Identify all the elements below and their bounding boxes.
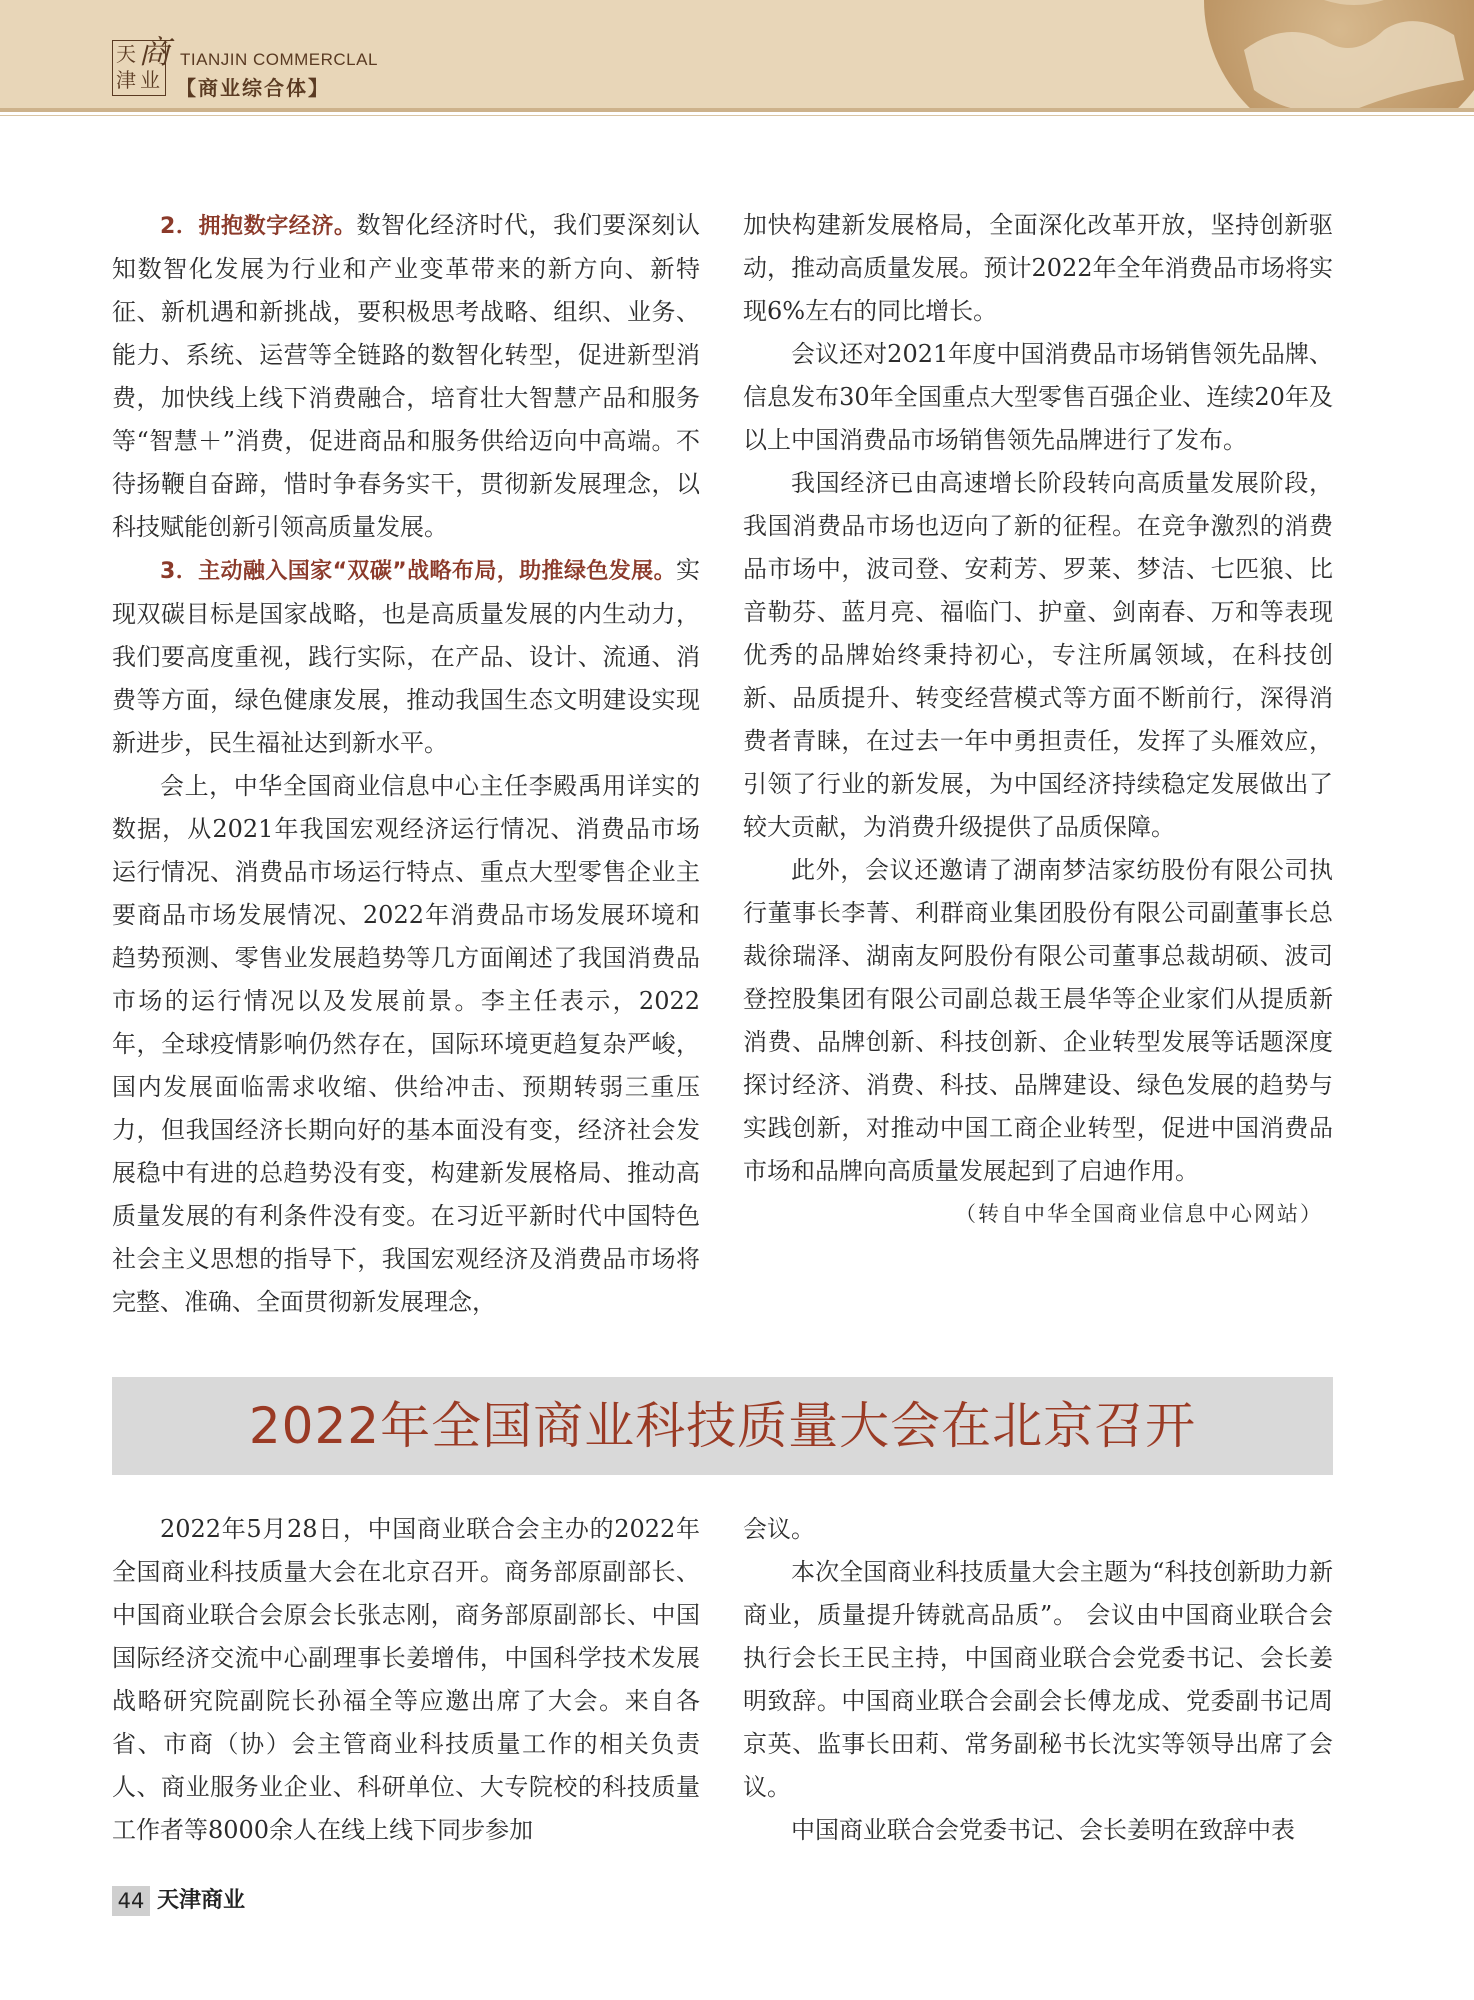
- article1-left-column: [112, 204, 700, 1324]
- logo-char: 业: [140, 68, 160, 92]
- paragraph: 此外，会议还邀请了湖南梦洁家纺股份有限公司执行董事长李菁、利群商业集团股份有限公司副董事长总裁徐瑞泽、湖南友阿股份有限公司董事总裁胡硕、波司登控股集团有限公司副总裁王晨华等企业家们从提质新消费、品牌创新、科技创新、企业转型发展等话题深度探讨经济、消费、科技、品牌建设、绿色发展的趋势与实践创新，对推动中国工商企业转型，促进中国消费品市场和品牌向高质量发展起到了启迪作用。: [743, 856, 1333, 1185]
- header-divider-thin: [0, 115, 1474, 116]
- article2-right-column: [743, 1508, 1333, 1852]
- page-number: 44: [112, 1886, 150, 1916]
- logo-char: 天: [116, 42, 136, 66]
- article-title-banner: [112, 1377, 1333, 1475]
- paragraph-heading: 3．主动融入国家“双碳”战略布局，助推绿色发展。: [160, 559, 676, 584]
- paragraph-heading: 2．拥抱数字经济。: [160, 214, 357, 239]
- section-label: 【商业综合体】: [176, 76, 330, 100]
- paragraph: 加快构建新发展格局，全面深化改革开放，坚持创新驱动，推动高质量发展。预计2022年全年消费品市场将实现6%左右的同比增长。: [743, 211, 1333, 325]
- paragraph: [112, 204, 700, 549]
- paragraph: [112, 765, 700, 1324]
- paragraph-text: 实现双碳目标是国家战略，也是高质量发展的内生动力，我们要高度重视，践行实际，在产品、设计、流通、消费等方面，绿色健康发展，推动我国生态文明建设实现新进步，民生福祉达到新水平。: [112, 556, 700, 757]
- logo-char: 津: [116, 68, 136, 92]
- header-divider: [0, 108, 1474, 112]
- brand-english-name: TIANJIN COMMERCLAL: [180, 50, 378, 69]
- paragraph-text: 数智化经济时代，我们要深刻认知数智化发展为行业和产业变革带来的新方向、新特征、新机遇和新挑战，要积极思考战略、组织、业务、能力、系统、运营等全链路的数智化转型，促进新型消费，加快线上线下消费融合，培育壮大智慧产品和服务等“智慧＋”消费，促进商品和服务供给迈向中高端。不待扬鞭自奋蹄，惜时争春务实干，贯彻新发展理念，以科技赋能创新引领高质量发展。: [112, 211, 700, 541]
- magazine-name: 天津商业: [157, 1888, 246, 1913]
- paragraph: 我国经济已由高速增长阶段转向高质量发展阶段，我国消费品市场也迈向了新的征程。在竞争激烈的消费品市场中，波司登、安莉芳、罗莱、梦洁、七匹狼、比音勒芬、蓝月亮、福临门、护童、剑南春、万和等表现优秀的品牌始终秉持初心，专注所属领域，在科技创新、品质提升、转变经营模式等方面不断前行，深得消费者青睐，在过去一年中勇担责任，发挥了头雁效应，引领了行业的新发展，为中国经济持续稳定发展做出了较大贡献，为消费升级提供了品质保障。: [743, 469, 1333, 841]
- article-title: 2022年全国商业科技质量大会在北京召开: [248, 1397, 1197, 1455]
- paragraph: 本次全国商业科技质量大会主题为“科技创新助力新商业，质量提升铸就高品质”。 会议由中国商业联合会执行会长王民主持，中国商业联合会党委书记、会长姜明致辞。中国商业联合会副会长傅龙成、党委副书记周京英、监事长田莉、常务副秘书长沈实等领导出席了会议。: [743, 1558, 1333, 1801]
- source-attribution: （转自中华全国商业信息中心网站）: [955, 1202, 1323, 1226]
- magazine-logo: [112, 33, 171, 96]
- page-header: [0, 0, 1474, 108]
- paragraph: 会议。: [743, 1515, 815, 1543]
- logo-char: 商: [138, 33, 171, 71]
- paragraph-text: 会上，中华全国商业信息中心主任李殿禹用详实的数据，从2021年我国宏观经济运行情况、消费品市场运行情况、消费品市场运行特点、重点大型零售企业主要商品市场发展情况、2022年消费品市场发展环境和趋势预测、零售业发展趋势等几方面阐述了我国消费品市场的运行情况以及发展前景。李主任表示，2022年，全球疫情影响仍然存在，国际环境更趋复杂严峻，国内发展面临需求收缩、供给冲击、预期转弱三重压力，但我国经济长期向好的基本面没有变，经济社会发展稳中有进的总趋势没有变，构建新发展格局、推动高质量发展的有利条件没有变。在习近平新时代中国特色社会主义思想的指导下，我国宏观经济及消费品市场将完整、准确、全面贯彻新发展理念，: [112, 772, 700, 1316]
- paragraph: 2022年5月28日，中国商业联合会主办的2022年全国商业科技质量大会在北京召开。商务部原副部长、中国商业联合会原会长张志刚，商务部原副部长、中国国际经济交流中心副理事长姜增伟，中国科学技术发展战略研究院副院长孙福全等应邀出席了大会。来自各省、市商（协）会主管商业科技质量工作的相关负责人、商业服务业企业、科研单位、大专院校的科技质量工作者等8000余人在线上线下同步参加: [112, 1515, 700, 1844]
- paragraph: 中国商业联合会党委书记、会长姜明在致辞中表: [791, 1816, 1295, 1844]
- article1-right-column: [743, 204, 1333, 1236]
- paragraph: [112, 549, 700, 765]
- paragraph: 会议还对2021年度中国消费品市场销售领先品牌、信息发布30年全国重点大型零售百强企业、连续20年及以上中国消费品市场销售领先品牌进行了发布。: [743, 340, 1333, 454]
- article2-left-column: [112, 1508, 700, 1852]
- globe-decoration-icon: [1184, 0, 1474, 108]
